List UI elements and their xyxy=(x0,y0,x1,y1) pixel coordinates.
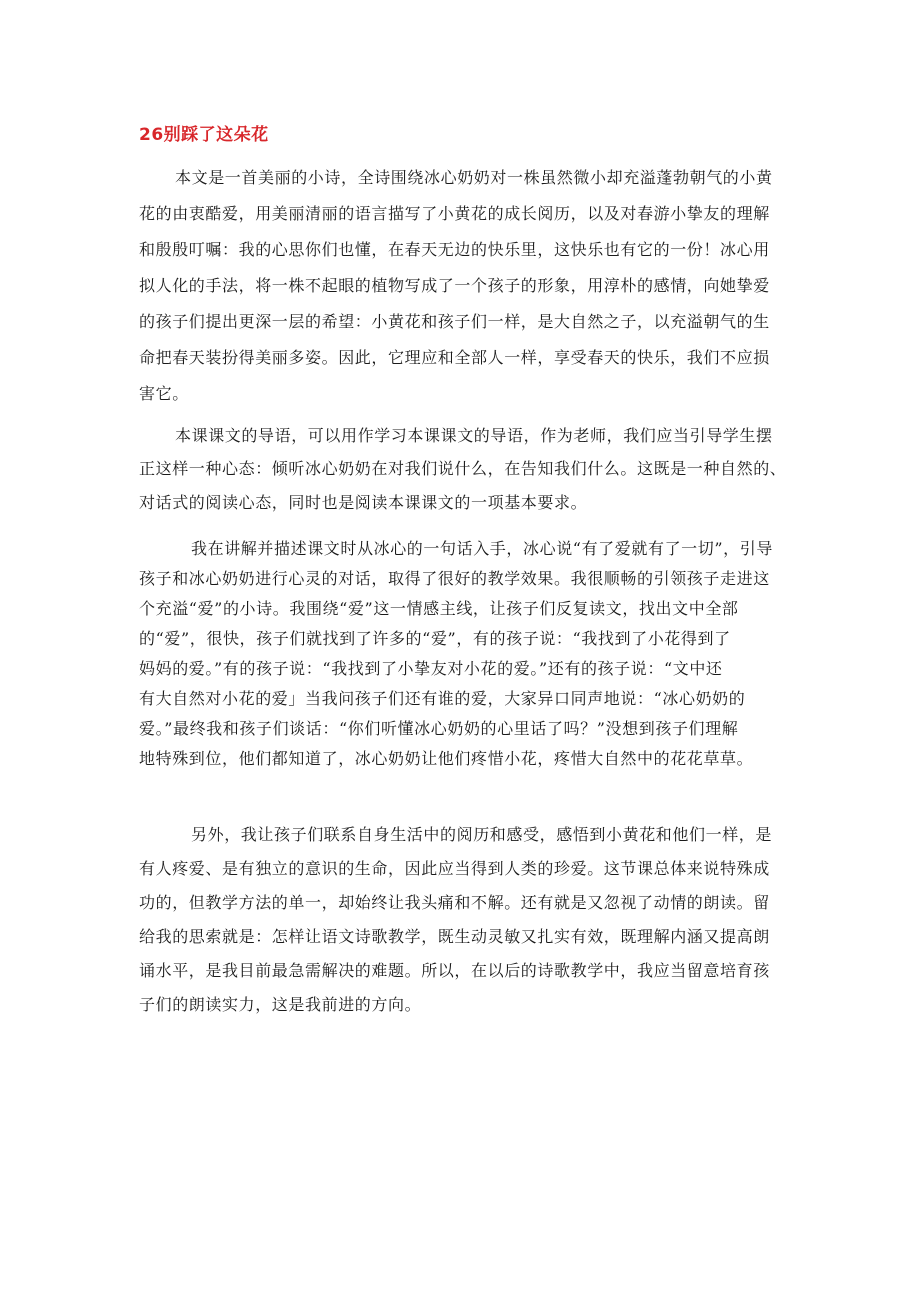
paragraph-line: 拟人化的手法，将一株不起眼的植物写成了一个孩子的形象，用淳朴的感情，向她挚爱 xyxy=(139,276,770,295)
paragraph-line: 我在讲解并描述课文时从冰心的一句话入手，冰心说“有了爱就有了一切”，引导 xyxy=(191,539,773,558)
paragraph-line: 和殷殷叮嘱：我的心思你们也懂，在春天无边的快乐里，这快乐也有它的一份！冰心用 xyxy=(139,240,770,259)
paragraph-line: 个充溢“爱”的小诗。我围绕“爱”这一情感主线，让孩子们反复读文，找出文中全部 xyxy=(139,599,739,618)
paragraph-line: 本文是一首美丽的小诗，全诗围绕冰心奶奶对一株虽然微小却充溢蓬勃朝气的小黄 xyxy=(175,168,773,187)
paragraph-line: 正这样一种心态：倾听冰心奶奶在对我们说什么，在告知我们什么。这既是一种自然的、 xyxy=(139,459,787,478)
paragraph-line: 对话式的阅读心态，同时也是阅读本课课文的一项基本要求。 xyxy=(139,493,588,512)
paragraph-line: 子们的朗读实力，这是我前进的方向。 xyxy=(139,995,422,1014)
paragraph-line: 花的由衷酷爱，用美丽清丽的语言描写了小黄花的成长阅历，以及对春游小挚友的理解 xyxy=(139,204,770,223)
paragraph-line: 的“爱”，很快，孩子们就找到了许多的“爱”，有的孩子说：“我找到了小花得到了 xyxy=(139,629,731,648)
paragraph-line: 的孩子们提出更深一层的希望：小黄花和孩子们一样，是大自然之子，以充溢朝气的生 xyxy=(139,312,770,331)
paragraph-line: 有大自然对小花的爱」当我问孩子们还有谁的爱，大家异口同声地说：“冰心奶奶的 xyxy=(139,689,746,708)
paragraph-line: 妈妈的爱。”有的孩子说：“我找到了小挚友对小花的爱。”还有的孩子说：“文中还 xyxy=(139,659,723,678)
paragraph-line: 本课课文的导语，可以用作学习本课课文的导语，作为老师，我们应当引导学生摆 xyxy=(175,426,773,445)
paragraph-line: 孩子和冰心奶奶进行心灵的对话，取得了很好的教学效果。我很顺畅的引领孩子走进这 xyxy=(139,569,770,588)
paragraph-line: 功的，但教学方法的单一，却始终让我头痛和不解。还有就是又忽视了动情的朗读。留 xyxy=(139,893,770,912)
paragraph-line: 害它。 xyxy=(139,384,189,403)
paragraph-line: 命把春天装扮得美丽多姿。因此，它理应和全部人一样，享受春天的快乐，我们不应损 xyxy=(139,348,770,367)
paragraph-line: 诵水平，是我目前最急需解决的难题。所以，在以后的诗歌教学中，我应当留意培育孩 xyxy=(139,961,770,980)
paragraph-line: 地特殊到位，他们都知道了，冰心奶奶让他们疼惜小花，疼惜大自然中的花花草草。 xyxy=(139,749,754,768)
paragraph-line: 爱。”最终我和孩子们谈话：“你们听懂冰心奶奶的心里话了吗？”没想到孩子们理解 xyxy=(139,719,739,738)
paragraph-line: 有人疼爱、是有独立的意识的生命，因此应当得到人类的珍爱。这节课总体来说特殊成 xyxy=(139,859,770,878)
document-title: 26别踩了这朵花 xyxy=(139,125,269,145)
paragraph-line: 给我的思索就是：怎样让语文诗歌教学，既生动灵敏又扎实有效，既理解内涵又提高朗 xyxy=(139,927,770,946)
paragraph-line: 另外，我让孩子们联系自身生活中的阅历和感受，感悟到小黄花和他们一样，是 xyxy=(191,825,773,844)
